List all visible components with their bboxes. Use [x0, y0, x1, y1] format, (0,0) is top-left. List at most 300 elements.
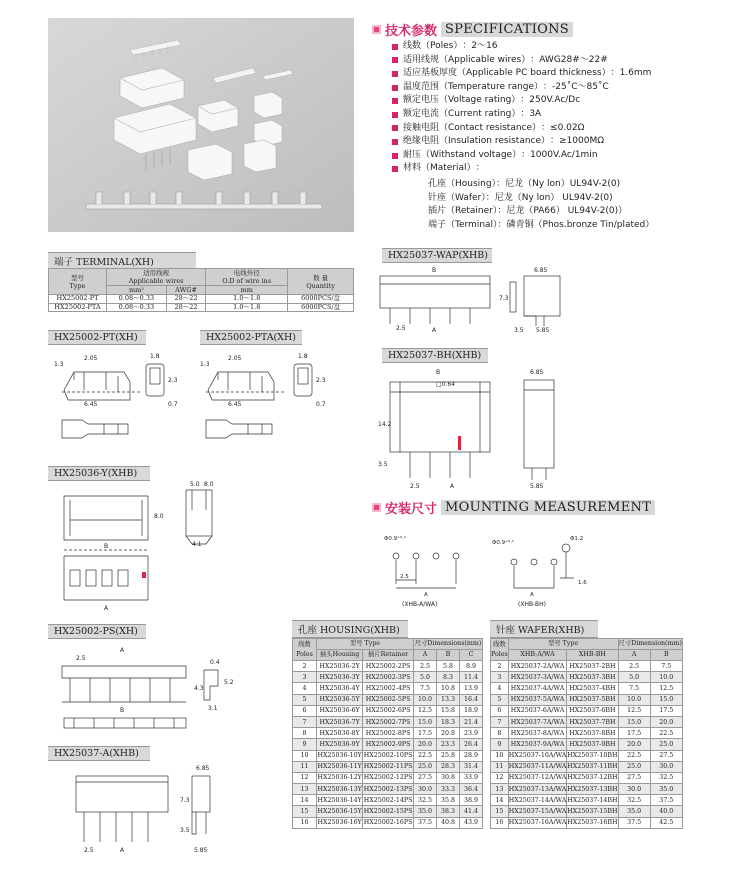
- table-cell: HX25002-2PS: [363, 661, 414, 672]
- material-row: 针座（Wafer）：尼龙（Ny lon） UL94V-2(0): [428, 192, 613, 203]
- table-cell: 3: [293, 672, 317, 683]
- table-cell: 11.4: [459, 672, 482, 683]
- mounting-drawing: [380, 530, 610, 610]
- table-cell: 15.8: [436, 705, 459, 716]
- table-cell: 35.8: [436, 795, 459, 806]
- table-cell: 27.5: [413, 772, 436, 783]
- table-cell: 6: [293, 705, 317, 716]
- spec-list: [392, 40, 651, 176]
- bullet-icon: [392, 44, 398, 50]
- table-cell: 5.0: [618, 672, 650, 683]
- mounting-caption-left: (XHB-A/WA): [402, 601, 438, 608]
- table-row: [293, 784, 483, 795]
- table-cell: HX25002-16PS: [363, 817, 414, 828]
- table-cell: HX25037-7BH: [567, 716, 618, 727]
- table-cell: 4: [491, 683, 509, 694]
- table-cell: 9: [491, 739, 509, 750]
- dim-label: B: [120, 707, 125, 714]
- dim-label: 0.4: [210, 659, 220, 666]
- housing-title: 孔座 HOUSING(XHB): [292, 620, 408, 638]
- wap-title: HX25037-WAP(XHB): [382, 248, 492, 263]
- table-cell: 38.3: [436, 806, 459, 817]
- table-cell: HX25002-12PS: [363, 772, 414, 783]
- dim-label: 2.05: [228, 355, 242, 362]
- table-cell: HX25037-8A/WA: [508, 728, 567, 739]
- table-cell: 20.8: [436, 728, 459, 739]
- dim-label: B: [436, 369, 441, 376]
- table-row: [293, 661, 483, 672]
- table-cell: HX25037-2BH: [567, 661, 618, 672]
- table-cell: 23.9: [459, 728, 482, 739]
- retainer-ps-drawing: [54, 640, 250, 738]
- table-row: [293, 705, 483, 716]
- housing-table: [292, 638, 483, 829]
- spec-row: 线数（Poles） ：2～16: [392, 40, 651, 54]
- bullet-icon: [392, 125, 398, 131]
- spec-row: 绝缘电阻（Insulation resistance） ：≥1000MΩ: [392, 135, 651, 149]
- wafer-a-drawing: [56, 762, 226, 858]
- spec-row: 适应基板厚度（Applicable PC board thickness） ：1.6mm: [392, 67, 651, 81]
- table-cell: HX25036-11Y: [317, 761, 363, 772]
- hole-dim-label: Φ0.9⁺⁰·¹: [384, 536, 407, 542]
- table-row: [491, 705, 683, 716]
- table-cell: HX25002-9PS: [363, 739, 414, 750]
- dim-label: 0.7: [316, 401, 326, 408]
- dim-label: 8.0: [154, 513, 164, 520]
- spec-title-en: SPECIFICATIONS: [441, 22, 573, 37]
- table-cell: HX25037-5A/WA: [508, 694, 567, 705]
- table-cell: HX25002-7PS: [363, 716, 414, 727]
- material-list: [428, 178, 654, 232]
- dim-label: B: [432, 267, 437, 274]
- table-cell: 37.5: [650, 795, 682, 806]
- specifications-header: [372, 20, 573, 39]
- table-cell: HX25002-10PS: [363, 750, 414, 761]
- table-row: [491, 795, 683, 806]
- spec-row: 材料（Material） ：: [392, 162, 651, 176]
- table-cell: 2: [293, 661, 317, 672]
- table-cell: 16: [491, 817, 509, 828]
- table-cell: 32.5: [413, 795, 436, 806]
- table-cell: HX25037-2A/WA: [508, 661, 567, 672]
- dim-label: 0.7: [168, 401, 178, 408]
- table-row: [491, 716, 683, 727]
- table-cell: HX25036-12Y: [317, 772, 363, 783]
- dim-label: Φ1.2: [570, 536, 584, 542]
- table-header-row: 线数 Poles 型号 Type 尺寸Dimensions(mm): [293, 639, 483, 650]
- table-cell: 30.8: [436, 772, 459, 783]
- y-title: HX25036-Y(XHB): [48, 466, 150, 481]
- table-cell: HX25002-13PS: [363, 784, 414, 795]
- table-cell: 30.0: [650, 761, 682, 772]
- bullet-icon: [392, 139, 398, 145]
- table-cell: 18.9: [459, 705, 482, 716]
- table-cell: 14: [293, 795, 317, 806]
- table-cell: HX25002-3PS: [363, 672, 414, 683]
- table-cell: HX25037-10A/WA: [508, 750, 567, 761]
- table-cell: 22.5: [650, 728, 682, 739]
- table-cell: HX25036-5Y: [317, 694, 363, 705]
- table-header-row: XHB-A/WA XHB-BH A B: [491, 650, 683, 661]
- table-cell: HX25002-15PS: [363, 806, 414, 817]
- table-cell: HX25002-6PS: [363, 705, 414, 716]
- table-cell: 10.0: [413, 694, 436, 705]
- material-row: 孔座（Housing）：尼龙（Ny lon）UL94V-2(0): [428, 179, 621, 189]
- wafer-title: 针座 WAFER(XHB): [490, 620, 598, 638]
- dim-label: 3.5: [514, 327, 524, 334]
- table-cell: HX25037-15BH: [567, 806, 618, 817]
- dim-label: □0.64: [436, 381, 456, 388]
- dim-label: 2.3: [168, 377, 178, 384]
- table-cell: 30.0: [618, 784, 650, 795]
- table-cell: 8.9: [459, 661, 482, 672]
- table-cell: 4: [293, 683, 317, 694]
- table-cell: 33.9: [459, 772, 482, 783]
- table-cell: HX25037-8BH: [567, 728, 618, 739]
- dim-label: 3.1: [208, 705, 218, 712]
- table-cell: 8: [293, 728, 317, 739]
- dim-label: 4.3: [194, 685, 204, 692]
- dim-label: 2.05: [84, 355, 98, 362]
- table-cell: 7: [491, 716, 509, 727]
- bullet-icon: [392, 153, 398, 159]
- table-cell: 2.5: [618, 661, 650, 672]
- table-cell: 36.4: [459, 784, 482, 795]
- table-cell: HX25037-3A/WA: [508, 672, 567, 683]
- table-row: [293, 750, 483, 761]
- pt-title: HX25002-PT(XH): [48, 330, 146, 345]
- table-cell: 10.0: [650, 672, 682, 683]
- dim-label: A: [432, 327, 437, 334]
- table-cell: 11: [293, 761, 317, 772]
- table-cell: 7: [293, 716, 317, 727]
- table-header-row: 型号 Type 适用线规 Applicable wires 电线外径 O.D of wire ins 数 量 Quantity: [49, 269, 354, 286]
- wafer-wap-drawing: [366, 262, 596, 336]
- table-cell: HX25036-3Y: [317, 672, 363, 683]
- dim-label: 7.3: [180, 797, 190, 804]
- table-cell: HX25036-4Y: [317, 683, 363, 694]
- dim-label: 3.5: [180, 827, 190, 834]
- table-cell: 11: [491, 761, 509, 772]
- table-cell: HX25036-13Y: [317, 784, 363, 795]
- table-cell: 18.3: [436, 716, 459, 727]
- table-cell: HX25036-2Y: [317, 661, 363, 672]
- table-cell: HX25037-4A/WA: [508, 683, 567, 694]
- table-cell: 7.5: [650, 661, 682, 672]
- dim-label: 2.5: [396, 325, 406, 332]
- dim-label: A: [424, 592, 428, 598]
- bullet-icon: [392, 71, 398, 77]
- dim-label: 6.45: [228, 401, 242, 408]
- table-cell: HX25037-14A/WA: [508, 795, 567, 806]
- hole-dim-label: Φ0.9⁺⁰·¹: [492, 540, 515, 546]
- table-cell: 12.5: [618, 705, 650, 716]
- dim-label: 1.3: [200, 361, 210, 368]
- table-cell: 13: [491, 784, 509, 795]
- table-cell: 40.8: [436, 817, 459, 828]
- table-cell: 15.0: [413, 716, 436, 727]
- table-cell: 40.0: [650, 806, 682, 817]
- table-cell: 9: [293, 739, 317, 750]
- table-cell: HX25002-11PS: [363, 761, 414, 772]
- table-cell: 5: [491, 694, 509, 705]
- spec-title-cn: 技术参数: [385, 24, 438, 39]
- dim-label: 14.2: [378, 421, 392, 428]
- table-cell: HX25002-5PS: [363, 694, 414, 705]
- section-square-icon: [372, 503, 381, 512]
- table-row: [491, 683, 683, 694]
- table-cell: HX25037-5BH: [567, 694, 618, 705]
- table-cell: 16: [293, 817, 317, 828]
- table-cell: 2: [491, 661, 509, 672]
- dim-label: 5.85: [530, 483, 544, 490]
- table-row: [293, 683, 483, 694]
- table-cell: 10.8: [436, 683, 459, 694]
- dim-label: A: [530, 592, 534, 598]
- table-cell: 17.5: [618, 728, 650, 739]
- table-cell: HX25037-6BH: [567, 705, 618, 716]
- bullet-icon: [392, 166, 398, 172]
- product-photo: [48, 18, 354, 232]
- housing-y-drawing: [56, 480, 236, 612]
- mounting-caption-right: (XHB-BH): [518, 601, 546, 608]
- table-cell: 27.5: [618, 772, 650, 783]
- table-cell: 22.5: [618, 750, 650, 761]
- mounting-title-en: MOUNTING MEASUREMENT: [441, 500, 655, 515]
- table-cell: 21.4: [459, 716, 482, 727]
- table-cell: 33.3: [436, 784, 459, 795]
- table-cell: HX25036-9Y: [317, 739, 363, 750]
- table-row: [491, 739, 683, 750]
- table-cell: 10: [293, 750, 317, 761]
- terminal-drawings: [54, 346, 350, 456]
- table-row: [293, 772, 483, 783]
- table-cell: 20.0: [413, 739, 436, 750]
- table-row: [491, 672, 683, 683]
- table-cell: HX25002-14PS: [363, 795, 414, 806]
- table-row: [293, 672, 483, 683]
- table-row: [293, 795, 483, 806]
- table-cell: 12: [491, 772, 509, 783]
- dim-label: B: [104, 543, 109, 550]
- table-cell: 31.4: [459, 761, 482, 772]
- wafer-table: [490, 638, 683, 829]
- housing-table-body: [293, 661, 483, 829]
- table-cell: 26.4: [459, 739, 482, 750]
- table-cell: 35.0: [413, 806, 436, 817]
- table-cell: 10: [491, 750, 509, 761]
- table-row: [491, 806, 683, 817]
- dim-label: 2.5: [76, 655, 86, 662]
- table-row: [293, 739, 483, 750]
- table-row: [491, 750, 683, 761]
- table-cell: HX25036-7Y: [317, 716, 363, 727]
- table-cell: 27.5: [650, 750, 682, 761]
- table-cell: HX25037-11BH: [567, 761, 618, 772]
- table-row: [491, 784, 683, 795]
- table-row: [293, 761, 483, 772]
- dim-label: 1.6: [578, 580, 587, 586]
- table-header-row: 线数 Poles 型号 Type 尺寸Dimension(mm): [491, 639, 683, 650]
- dim-label: 1.8: [298, 353, 308, 360]
- table-cell: HX25036-6Y: [317, 705, 363, 716]
- table-cell: HX25037-15A/WA: [508, 806, 567, 817]
- table-row: [293, 817, 483, 828]
- table-cell: HX25037-9BH: [567, 739, 618, 750]
- table-cell: HX25037-3BH: [567, 672, 618, 683]
- table-cell: 10.0: [618, 694, 650, 705]
- dim-label: 5.85: [194, 847, 208, 854]
- table-cell: 32.5: [618, 795, 650, 806]
- dim-label: 2.3: [316, 377, 326, 384]
- table-row: [293, 728, 483, 739]
- dim-label: 2.5: [400, 574, 409, 580]
- dim-label: 1.8: [150, 353, 160, 360]
- mounting-title-cn: 安装尺寸: [385, 502, 438, 517]
- pta-title: HX25002-PTA(XH): [200, 330, 302, 345]
- material-row: 插片（Retainer）：尼龙（PA66） UL94V-2(0)）: [428, 206, 628, 217]
- table-header-row: 插头Housing 插片Retainer A B C: [293, 650, 483, 661]
- table-cell: HX25037-13A/WA: [508, 784, 567, 795]
- table-cell: HX25036-14Y: [317, 795, 363, 806]
- table-row: [491, 761, 683, 772]
- table-row: [491, 772, 683, 783]
- table-cell: HX25037-14BH: [567, 795, 618, 806]
- table-cell: 25.0: [413, 761, 436, 772]
- spec-row: 额定电流（Current rating） ：3A: [392, 108, 651, 122]
- pin1-mark: [142, 572, 146, 578]
- table-row: [491, 817, 683, 828]
- bh-title: HX25037-BH(XHB): [382, 348, 488, 363]
- table-cell: HX25037-9A/WA: [508, 739, 567, 750]
- material-row: 端子（Terminal）：磷青铜（Phos.bronze Tin/plated）: [428, 219, 655, 230]
- dim-label: 1.3: [54, 361, 64, 368]
- spec-row: 温度范围（Temperature range） ：-25˚C～85˚C: [392, 81, 651, 95]
- table-cell: 14: [491, 795, 509, 806]
- table-cell: 28.3: [436, 761, 459, 772]
- table-row: HX25002-PT 0.08～0.33 28～22 1.0～1.8 6000PCS/盘: [49, 295, 354, 304]
- table-cell: 38.9: [459, 795, 482, 806]
- table-cell: HX25036-8Y: [317, 728, 363, 739]
- table-cell: 5: [293, 694, 317, 705]
- bullet-icon: [392, 112, 398, 118]
- table-cell: HX25037-4BH: [567, 683, 618, 694]
- table-cell: HX25002-4PS: [363, 683, 414, 694]
- ps-title: HX25002-PS(XH): [48, 624, 146, 639]
- dim-label: A: [450, 483, 455, 490]
- table-cell: HX25037-11A/WA: [508, 761, 567, 772]
- dim-label: A: [104, 605, 109, 612]
- table-cell: 7.5: [413, 683, 436, 694]
- table-cell: 35.0: [650, 784, 682, 795]
- table-cell: 12.5: [413, 705, 436, 716]
- dim-label: 5.2: [224, 679, 234, 686]
- spec-row: 耐压（Withstand voltage） ：1000V.Ac/1min: [392, 149, 651, 163]
- table-cell: 20.0: [650, 716, 682, 727]
- dim-label: A: [120, 847, 125, 854]
- dim-label: 5.85: [536, 327, 550, 334]
- table-row: HX25002-PTA 0.08～0.33 28～22 1.0～1.8 6000PCS/盘: [49, 303, 354, 312]
- mounting-header: [372, 498, 655, 517]
- table-cell: 17.5: [650, 705, 682, 716]
- table-cell: 35.0: [618, 806, 650, 817]
- bullet-icon: [392, 98, 398, 104]
- table-cell: 32.5: [650, 772, 682, 783]
- table-cell: 5.0: [413, 672, 436, 683]
- dim-label: 6.85: [534, 267, 548, 274]
- table-cell: 3: [491, 672, 509, 683]
- dim-label: 2.5: [410, 483, 420, 490]
- table-cell: 15: [293, 806, 317, 817]
- table-cell: 30.0: [413, 784, 436, 795]
- dim-label: 6.45: [84, 401, 98, 408]
- table-cell: 6: [491, 705, 509, 716]
- table-cell: 13.9: [459, 683, 482, 694]
- dim-label: 4.1: [192, 541, 202, 548]
- table-cell: 20.0: [618, 739, 650, 750]
- table-cell: HX25036-10Y: [317, 750, 363, 761]
- table-cell: 42.5: [650, 817, 682, 828]
- table-cell: 37.5: [413, 817, 436, 828]
- table-cell: 2.5: [413, 661, 436, 672]
- connector-parts-image: [48, 18, 354, 232]
- table-cell: 16.4: [459, 694, 482, 705]
- table-cell: 25.8: [436, 750, 459, 761]
- table-cell: HX25037-16BH: [567, 817, 618, 828]
- table-cell: 37.5: [618, 817, 650, 828]
- a-title: HX25037-A(XHB): [48, 746, 150, 761]
- table-cell: 12: [293, 772, 317, 783]
- dim-label: 2.5: [84, 847, 94, 854]
- table-cell: 25.0: [650, 739, 682, 750]
- wafer-table-body: [491, 661, 683, 829]
- table-cell: 43.9: [459, 817, 482, 828]
- table-cell: HX25036-15Y: [317, 806, 363, 817]
- table-cell: HX25037-6A/WA: [508, 705, 567, 716]
- dim-label: A: [120, 647, 125, 654]
- terminal-title: 端子 TERMINAL(XH): [48, 252, 196, 270]
- table-cell: 15.0: [618, 716, 650, 727]
- dim-label: 5.0: [190, 481, 200, 488]
- table-cell: 13.3: [436, 694, 459, 705]
- table-cell: 12.5: [650, 683, 682, 694]
- table-row: [293, 806, 483, 817]
- table-cell: 17.5: [413, 728, 436, 739]
- spec-row: 接触电阻（Contact resistance） ：≤0.02Ω: [392, 122, 651, 136]
- table-cell: HX25037-12A/WA: [508, 772, 567, 783]
- table-row: [491, 661, 683, 672]
- table-cell: 15: [491, 806, 509, 817]
- dim-label: 7.3: [499, 295, 509, 302]
- table-cell: 13: [293, 784, 317, 795]
- wafer-bh-drawing: [366, 362, 596, 490]
- section-square-icon: [372, 25, 381, 34]
- dim-label: 6.85: [530, 369, 544, 376]
- table-cell: 15.0: [650, 694, 682, 705]
- table-cell: HX25002-8PS: [363, 728, 414, 739]
- table-cell: 28.9: [459, 750, 482, 761]
- table-cell: HX25037-12BH: [567, 772, 618, 783]
- dim-label: 8.0: [204, 481, 214, 488]
- pin1-mark: [458, 436, 461, 450]
- table-row: [293, 694, 483, 705]
- table-cell: HX25037-7A/WA: [508, 716, 567, 727]
- table-cell: 22.5: [413, 750, 436, 761]
- table-cell: HX25037-16A/WA: [508, 817, 567, 828]
- table-cell: 8: [491, 728, 509, 739]
- table-row: [293, 716, 483, 727]
- terminal-table: [48, 268, 354, 312]
